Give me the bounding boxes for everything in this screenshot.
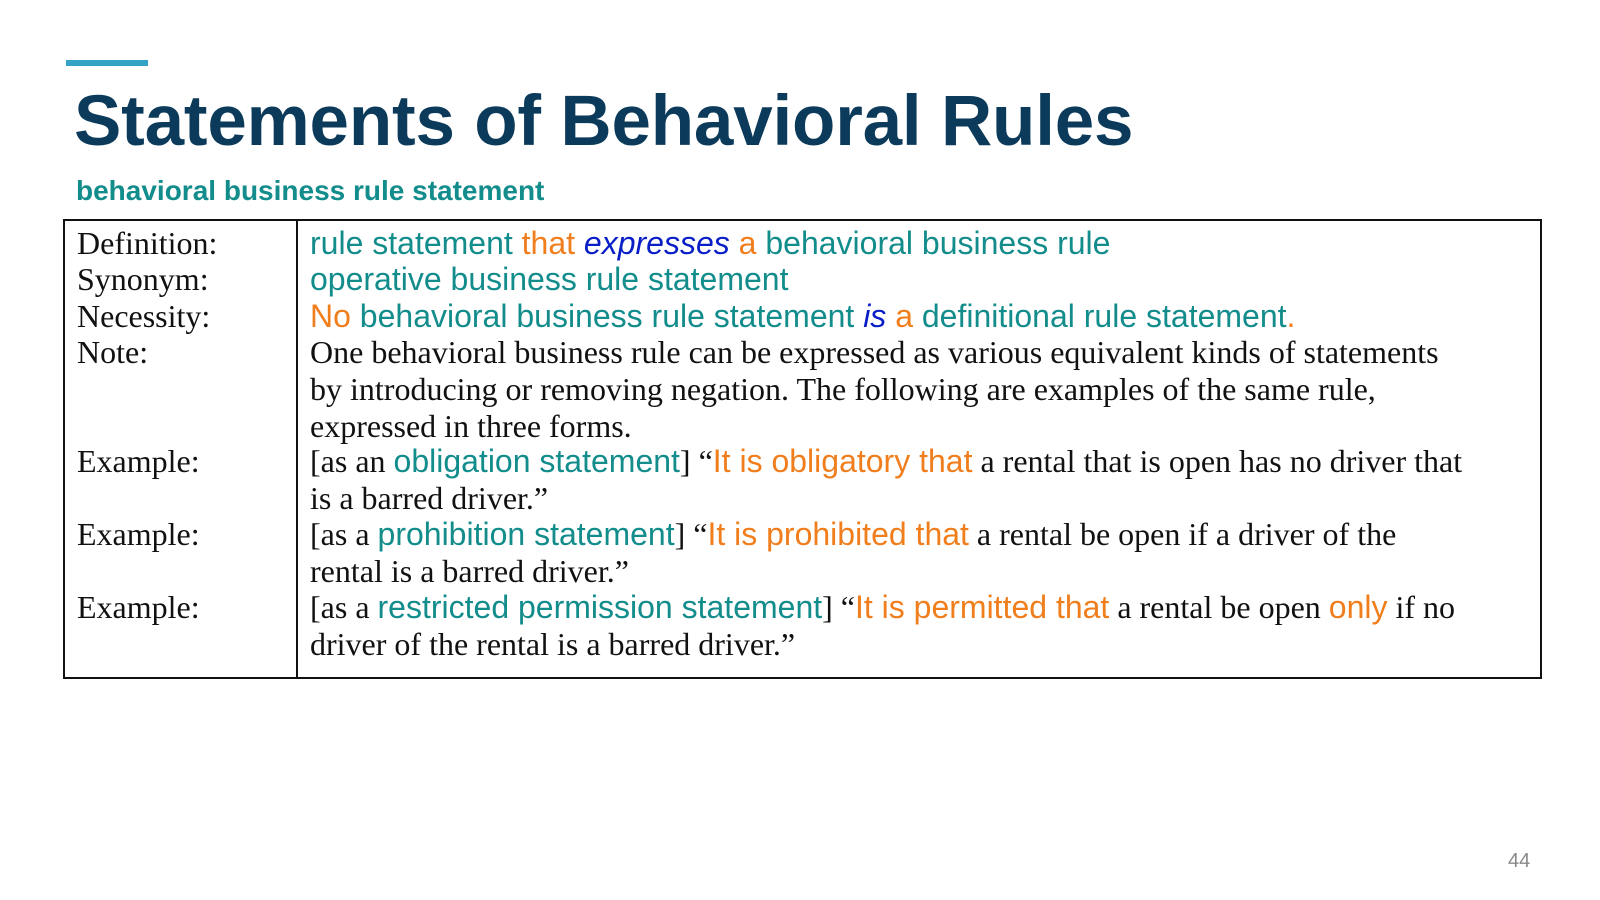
- example-value: [310, 443, 1524, 517]
- example-text: a rental that is open has no driver that: [972, 443, 1463, 479]
- title-accent-bar: [66, 60, 148, 66]
- term-obligation-statement: obligation statement: [393, 443, 680, 479]
- keyword-a: a: [729, 225, 766, 261]
- note-line: by introducing or removing negation. The following are examples of the same rule,: [310, 371, 1376, 407]
- necessity-label: Necessity:: [77, 298, 211, 334]
- note-line: One behavioral business rule can be expressed as various equivalent kinds of statements: [310, 334, 1439, 370]
- example-text: driver of the rental is a barred driver.”: [310, 626, 796, 662]
- slide-title: Statements of Behavioral Rules: [74, 82, 1134, 161]
- example-text: ] “: [822, 589, 855, 625]
- note-value: [310, 334, 1524, 445]
- example-value: [310, 516, 1524, 590]
- keyword-a: a: [886, 298, 922, 334]
- definition-value: [310, 225, 1524, 262]
- term-restricted-permission-statement: restricted permission statement: [377, 589, 823, 625]
- example-text: rental is a barred driver.”: [310, 553, 629, 589]
- keyword-it-is-obligatory-that: It is obligatory that: [712, 443, 973, 479]
- necessity-value: [310, 298, 1524, 335]
- example-text: [as a: [310, 589, 378, 625]
- term-behavioral-business-rule: behavioral business rule: [765, 225, 1111, 261]
- punctuation-period: .: [1286, 298, 1296, 334]
- term-prohibition-statement: prohibition statement: [377, 516, 675, 552]
- example-label: Example:: [77, 443, 200, 479]
- column-divider: [296, 221, 298, 677]
- example-text: ] “: [674, 516, 708, 552]
- example-text: [as an: [310, 443, 394, 479]
- example-text: a rental be open: [1109, 589, 1329, 625]
- keyword-that: that: [512, 225, 584, 261]
- example-label: Example:: [77, 589, 200, 625]
- glossary-entry-table: [63, 219, 1542, 679]
- page-number: 44: [1508, 850, 1531, 872]
- keyword-it-is-prohibited-that: It is prohibited that: [707, 516, 969, 552]
- example-text: a rental be open if a driver of the: [968, 516, 1397, 552]
- term-operative-business-rule-statement: operative business rule statement: [310, 261, 789, 297]
- term-behavioral-business-rule-statement: behavioral business rule statement: [350, 298, 864, 334]
- term-rule-statement: rule statement: [310, 225, 513, 261]
- keyword-it-is-permitted-that: It is permitted that: [854, 589, 1110, 625]
- example-value: [310, 589, 1524, 663]
- term-definitional-rule-statement: definitional rule statement: [921, 298, 1287, 334]
- verb-expresses: expresses: [583, 225, 730, 261]
- synonym-value: [310, 261, 1524, 298]
- note-label: Note:: [77, 334, 149, 370]
- definition-label: Definition:: [77, 225, 218, 261]
- verb-is: is: [863, 298, 887, 334]
- example-label: Example:: [77, 516, 200, 552]
- synonym-label: Synonym:: [77, 261, 209, 297]
- example-text: [as a: [310, 516, 378, 552]
- note-line: expressed in three forms.: [310, 408, 632, 444]
- keyword-no: No: [310, 298, 351, 334]
- example-text: is a barred driver.”: [310, 480, 549, 516]
- entry-term: behavioral business rule statement: [76, 175, 545, 206]
- example-text: if no: [1387, 589, 1456, 625]
- example-text: ] “: [679, 443, 713, 479]
- keyword-only: only: [1328, 589, 1388, 625]
